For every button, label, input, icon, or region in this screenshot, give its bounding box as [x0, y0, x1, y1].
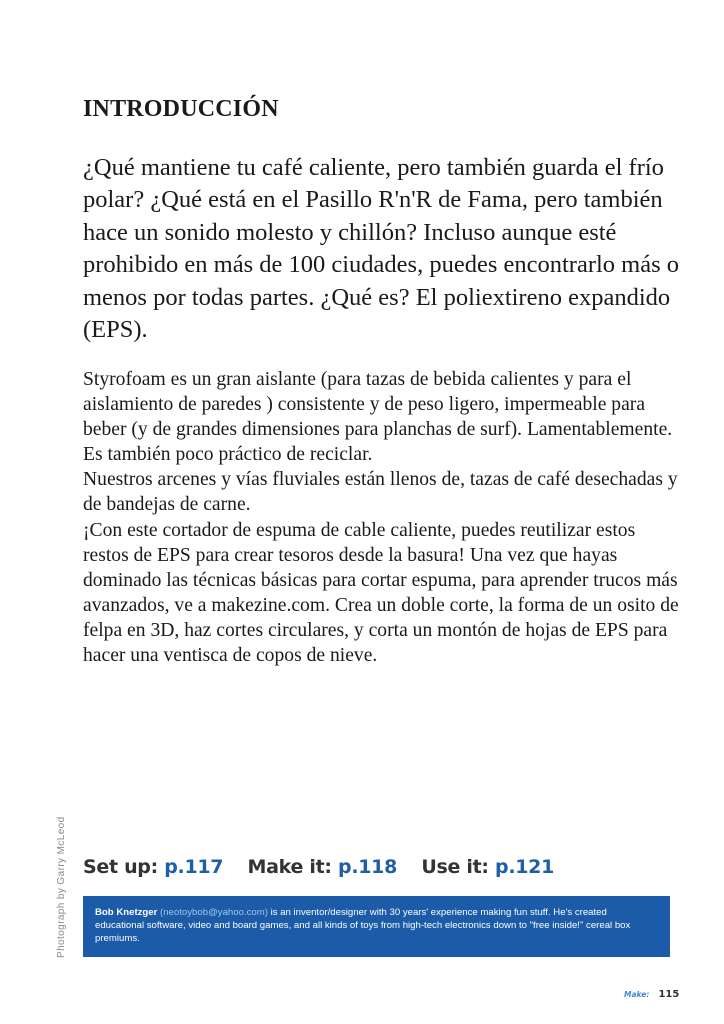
link-page: p.118 [338, 856, 398, 878]
author-bio [83, 896, 670, 957]
make-it-link[interactable] [248, 856, 397, 878]
link-page: p.121 [495, 856, 554, 878]
use-it-link[interactable] [421, 856, 554, 878]
body-paragraph: Nuestros arcenes y vías fluviales están llenos de, tazas de café desechadas y de bandejas de carne. [83, 469, 678, 516]
body-paragraph: ¡Con este cortador de espuma de cable caliente, puedes reutilizar estos restos de EPS para crear tesoros desde la basura! Una vez que hayas dominado las técnicas básicas para cortar espuma, para aprender trucos más avanzados, ve a makezine.com. Crea un doble corte, la forma de un osito de felpa en 3D, haz cortes circulares, y corta un montón de hojas de EPS para hacer una ventisca de copos de nieve. [83, 519, 679, 667]
link-label: Set up: [83, 856, 158, 878]
page-folio [624, 982, 679, 1001]
make-logo: Make: [624, 990, 650, 999]
intro-paragraph: ¿Qué mantiene tu café caliente, pero también guarda el frío polar? ¿Qué está en el Pasillo R'n'R de Fama, pero también hace un sonido molesto y chillón? Incluso aunque esté prohibido en más de 100 ciudades, puedes encontrarlo más o menos por todas partes. ¿Qué es? El poliextireno expandido (EPS). [83, 154, 680, 344]
link-label: Make it: [247, 856, 332, 878]
link-label: Use it: [421, 856, 489, 878]
link-page: p.117 [164, 856, 224, 878]
setup-link[interactable] [83, 856, 223, 878]
body-text [83, 367, 683, 668]
author-email-link[interactable]: (neotoybob@yahoo.com) [160, 907, 268, 918]
page-number: 115 [658, 989, 680, 1000]
section-links [83, 856, 572, 878]
section-heading: INTRODUCCIÓN [83, 96, 279, 122]
author-name: Bob Knetzger [95, 907, 158, 918]
author-bio-text: is an inventor/designer with 30 years' experience making fun stuff. He's created educational software, video and board games, and all kinds of toys from high-tech electronics down to "free inside!" cereal box premiums. [95, 907, 631, 944]
photo-credit: Photograph by Garry McLeod [56, 816, 67, 958]
body-paragraph: Styrofoam es un gran aislante (para tazas de bebida calientes y para el aislamiento de paredes ) consistente y de peso ligero, impermeable para beber (y de grandes dimensiones para planchas de surf). Lamentablemente. Es también poco práctico de reciclar. [83, 369, 673, 466]
